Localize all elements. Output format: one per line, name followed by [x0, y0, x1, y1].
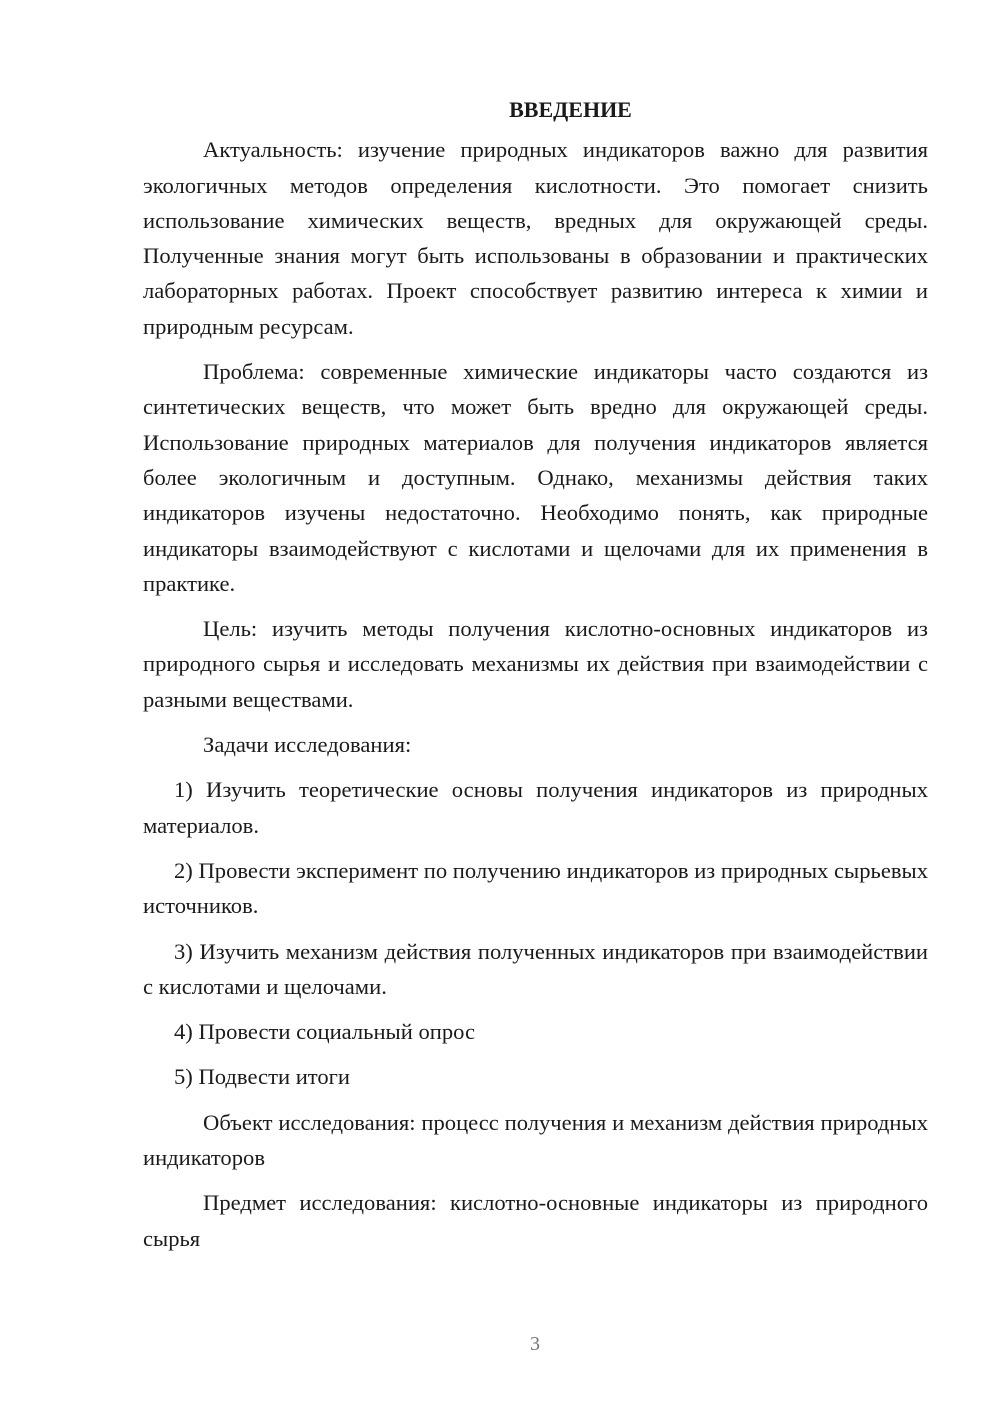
- task-item-2: 2) Провести эксперимент по получению индикаторов из природных сырьевых источников.: [143, 857, 928, 919]
- task-item-1: 1) Изучить теоретические основы получения индикаторов из природных материалов.: [143, 777, 928, 838]
- task-item-5: 5) Подвести итоги: [174, 1064, 351, 1090]
- problem-paragraph: Проблема: современные химические индикаторы часто создаются из синтетических веществ, что может быть вредно для окружающей среды. Использование природных материалов для получения индикаторов является более экологичным и доступным. Однако, механизмы действия таких индикаторов изучены недостаточно. Необходимо понять, как природные индикаторы взаимодействуют с кислотами и щелочами для их применения в практике.: [143, 359, 928, 596]
- subject-paragraph: Предмет исследования: кислотно-основные индикаторы из природного сырья: [143, 1190, 928, 1251]
- task-item-4: 4) Провести социальный опрос: [174, 1019, 476, 1045]
- task-item-3: 3) Изучить механизм действия полученных индикаторов при взаимодействии с кислотами и щелочами.: [143, 938, 928, 999]
- page-title: ВВЕДЕНИЕ: [509, 97, 632, 122]
- goal-paragraph: Цель: изучить методы получения кислотно-основных индикаторов из природного сырья и исследовать механизмы их действия при взаимодействии с разными веществами.: [143, 616, 928, 712]
- relevance-paragraph: Актуальность: изучение природных индикаторов важно для развития экологичных методов определения кислотности. Это помогает снизить использование химических веществ, вредных для окружающей среды. Полученные знания могут быть использованы в образовании и практических лабораторных работах. Проект способствует развитию интереса к химии и природным ресурсам.: [143, 137, 928, 339]
- page-number: 3: [530, 1333, 540, 1355]
- object-paragraph: Объект исследования: процесс получения и механизм действия природных индикаторов: [143, 1109, 928, 1171]
- tasks-heading: Задачи исследования:: [203, 732, 412, 758]
- document-page: [143, 92, 928, 1266]
